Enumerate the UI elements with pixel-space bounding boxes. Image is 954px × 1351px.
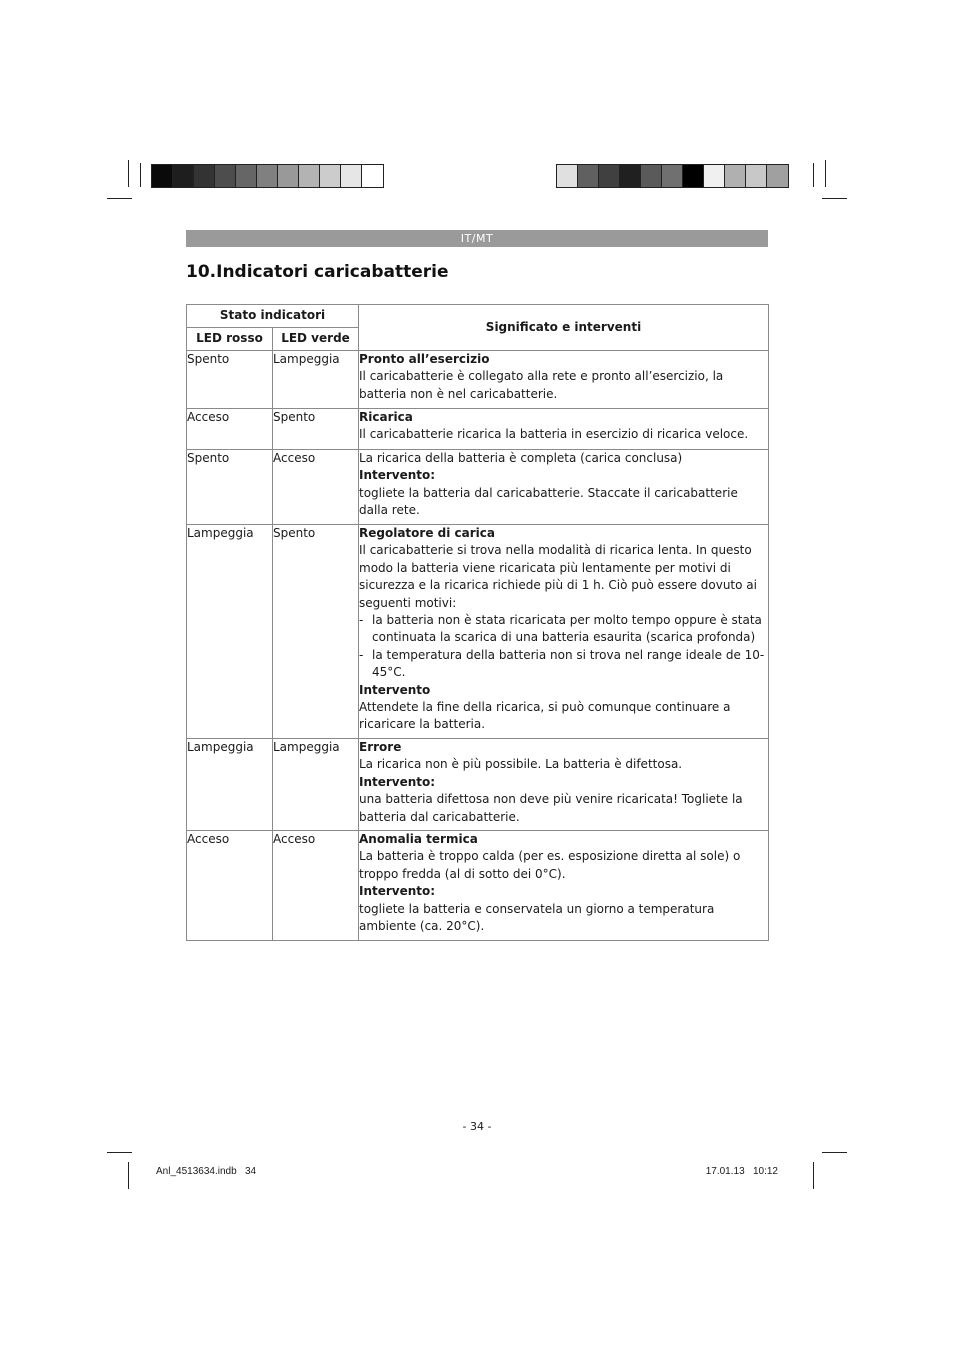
table-row [187, 450, 769, 525]
crop-mark [107, 198, 132, 199]
color-swatch [299, 165, 320, 187]
color-swatch [704, 165, 725, 187]
led-verde-cell: Acceso [273, 450, 359, 525]
color-calibration-bar-right [556, 164, 789, 188]
crop-mark [813, 1162, 814, 1189]
color-swatch [620, 165, 641, 187]
intervention-label: Intervento: [359, 774, 436, 789]
color-swatch [746, 165, 767, 187]
color-swatch [257, 165, 278, 187]
crop-mark [128, 160, 129, 187]
meaning-cell [359, 525, 769, 739]
crop-mark [822, 198, 847, 199]
registration-mark [140, 163, 141, 187]
table-row [187, 739, 769, 831]
color-swatch [320, 165, 341, 187]
color-swatch [215, 165, 236, 187]
list-item [359, 647, 768, 682]
header-led-verde: LED verde [273, 328, 359, 351]
meaning-text: La batteria è troppo calda (per es. esposizione diretta al sole) o troppo fredda (al di sotto dei 0°C). [359, 849, 741, 881]
meaning-title: Regolatore di carica [359, 526, 495, 540]
list-item-text: la batteria non è stata ricaricata per molto tempo oppure è stata continuata la scarica di una batteria esaurita (scarica profonda) [372, 613, 762, 645]
language-bar: IT/MT [186, 230, 768, 247]
meaning-cell [359, 409, 769, 450]
crop-mark [822, 1152, 847, 1153]
color-swatch [683, 165, 704, 187]
meaning-title: Pronto all’esercizio [359, 352, 490, 366]
section-title: 10.Indicatori caricabatterie [186, 262, 449, 282]
page-number: - 34 - [462, 1120, 492, 1133]
led-verde-cell: Acceso [273, 831, 359, 941]
led-verde-cell: Lampeggia [273, 739, 359, 831]
color-swatch [599, 165, 620, 187]
intervention-label: Intervento: [359, 884, 436, 899]
color-swatch [725, 165, 746, 187]
color-swatch [557, 165, 578, 187]
meaning-title: Anomalia termica [359, 832, 478, 846]
color-swatch [641, 165, 662, 187]
led-verde-cell: Spento [273, 409, 359, 450]
led-rosso-cell: Lampeggia [187, 739, 273, 831]
color-swatch [173, 165, 194, 187]
header-stato-indicatori: Stato indicatori [187, 305, 359, 328]
intervention-label: Intervento [359, 682, 431, 697]
meaning-cell [359, 351, 769, 409]
meaning-text: Il caricabatterie è collegato alla rete e pronto all’esercizio, la batteria non è nel caricabatterie. [359, 369, 724, 401]
color-swatch [152, 165, 173, 187]
print-datetime: 17.01.13 10:12 [705, 1166, 778, 1177]
meaning-cell [359, 739, 769, 831]
led-verde-cell: Lampeggia [273, 351, 359, 409]
table-row [187, 409, 769, 450]
table-row [187, 351, 769, 409]
color-swatch [662, 165, 683, 187]
list-item-text: la temperatura della batteria non si trova nel range ideale de 10-45°C. [372, 647, 765, 680]
table-row [187, 525, 769, 739]
color-swatch [767, 165, 788, 187]
meaning-cell [359, 831, 769, 941]
header-led-rosso: LED rosso [187, 328, 273, 351]
intervention-label: Intervento: [359, 468, 436, 483]
meaning-text: La ricarica della batteria è completa (carica conclusa) [359, 451, 683, 465]
led-rosso-cell: Acceso [187, 409, 273, 450]
intervention-text: una batteria difettosa non deve più venire ricaricata! Togliete la batteria dal caricabatterie. [359, 792, 743, 824]
led-verde-cell: Spento [273, 525, 359, 739]
intervention-text: togliete la batteria dal caricabatterie. Staccate il caricabatterie dalla rete. [359, 485, 738, 518]
crop-mark [107, 1152, 132, 1153]
crop-mark [128, 1162, 129, 1189]
indicator-table [186, 304, 769, 941]
list-dash: - [359, 613, 364, 628]
led-rosso-cell: Spento [187, 450, 273, 525]
meaning-text: Il caricabatterie ricarica la batteria in esercizio di ricarica veloce. [359, 427, 749, 442]
list-dash: - [359, 647, 364, 662]
meaning-text: La ricarica non è più possibile. La batteria è difettosa. [359, 757, 683, 772]
intervention-text: Attendete la fine della ricarica, si può comunque continuare a ricaricare la batteria. [359, 700, 731, 732]
meaning-title: Ricarica [359, 410, 413, 424]
color-swatch [194, 165, 215, 187]
meaning-cell [359, 450, 769, 525]
color-swatch [362, 165, 383, 187]
color-calibration-bar-left [151, 164, 384, 188]
color-swatch [341, 165, 362, 187]
crop-mark [825, 160, 826, 187]
intervention-text: togliete la batteria e conservatela un giorno a temperatura ambiente (ca. 20°C). [359, 901, 715, 934]
color-swatch [236, 165, 257, 187]
color-swatch [278, 165, 299, 187]
led-rosso-cell: Lampeggia [187, 525, 273, 739]
color-swatch [578, 165, 599, 187]
registration-mark [813, 163, 814, 187]
led-rosso-cell: Spento [187, 351, 273, 409]
meaning-text: Il caricabatterie si trova nella modalità di ricarica lenta. In questo modo la batteria viene ricaricata più lentamente per motivi di sicurezza e la ricarica richiede più di 1 h. Ciò può essere dovuto ai seguenti motivi: [359, 543, 757, 610]
header-significato: Significato e interventi [359, 305, 769, 351]
led-rosso-cell: Acceso [187, 831, 273, 941]
meaning-title: Errore [359, 740, 402, 754]
list-item [359, 612, 768, 647]
table-row [187, 831, 769, 941]
file-name: Anl_4513634.indb 34 [156, 1166, 257, 1177]
